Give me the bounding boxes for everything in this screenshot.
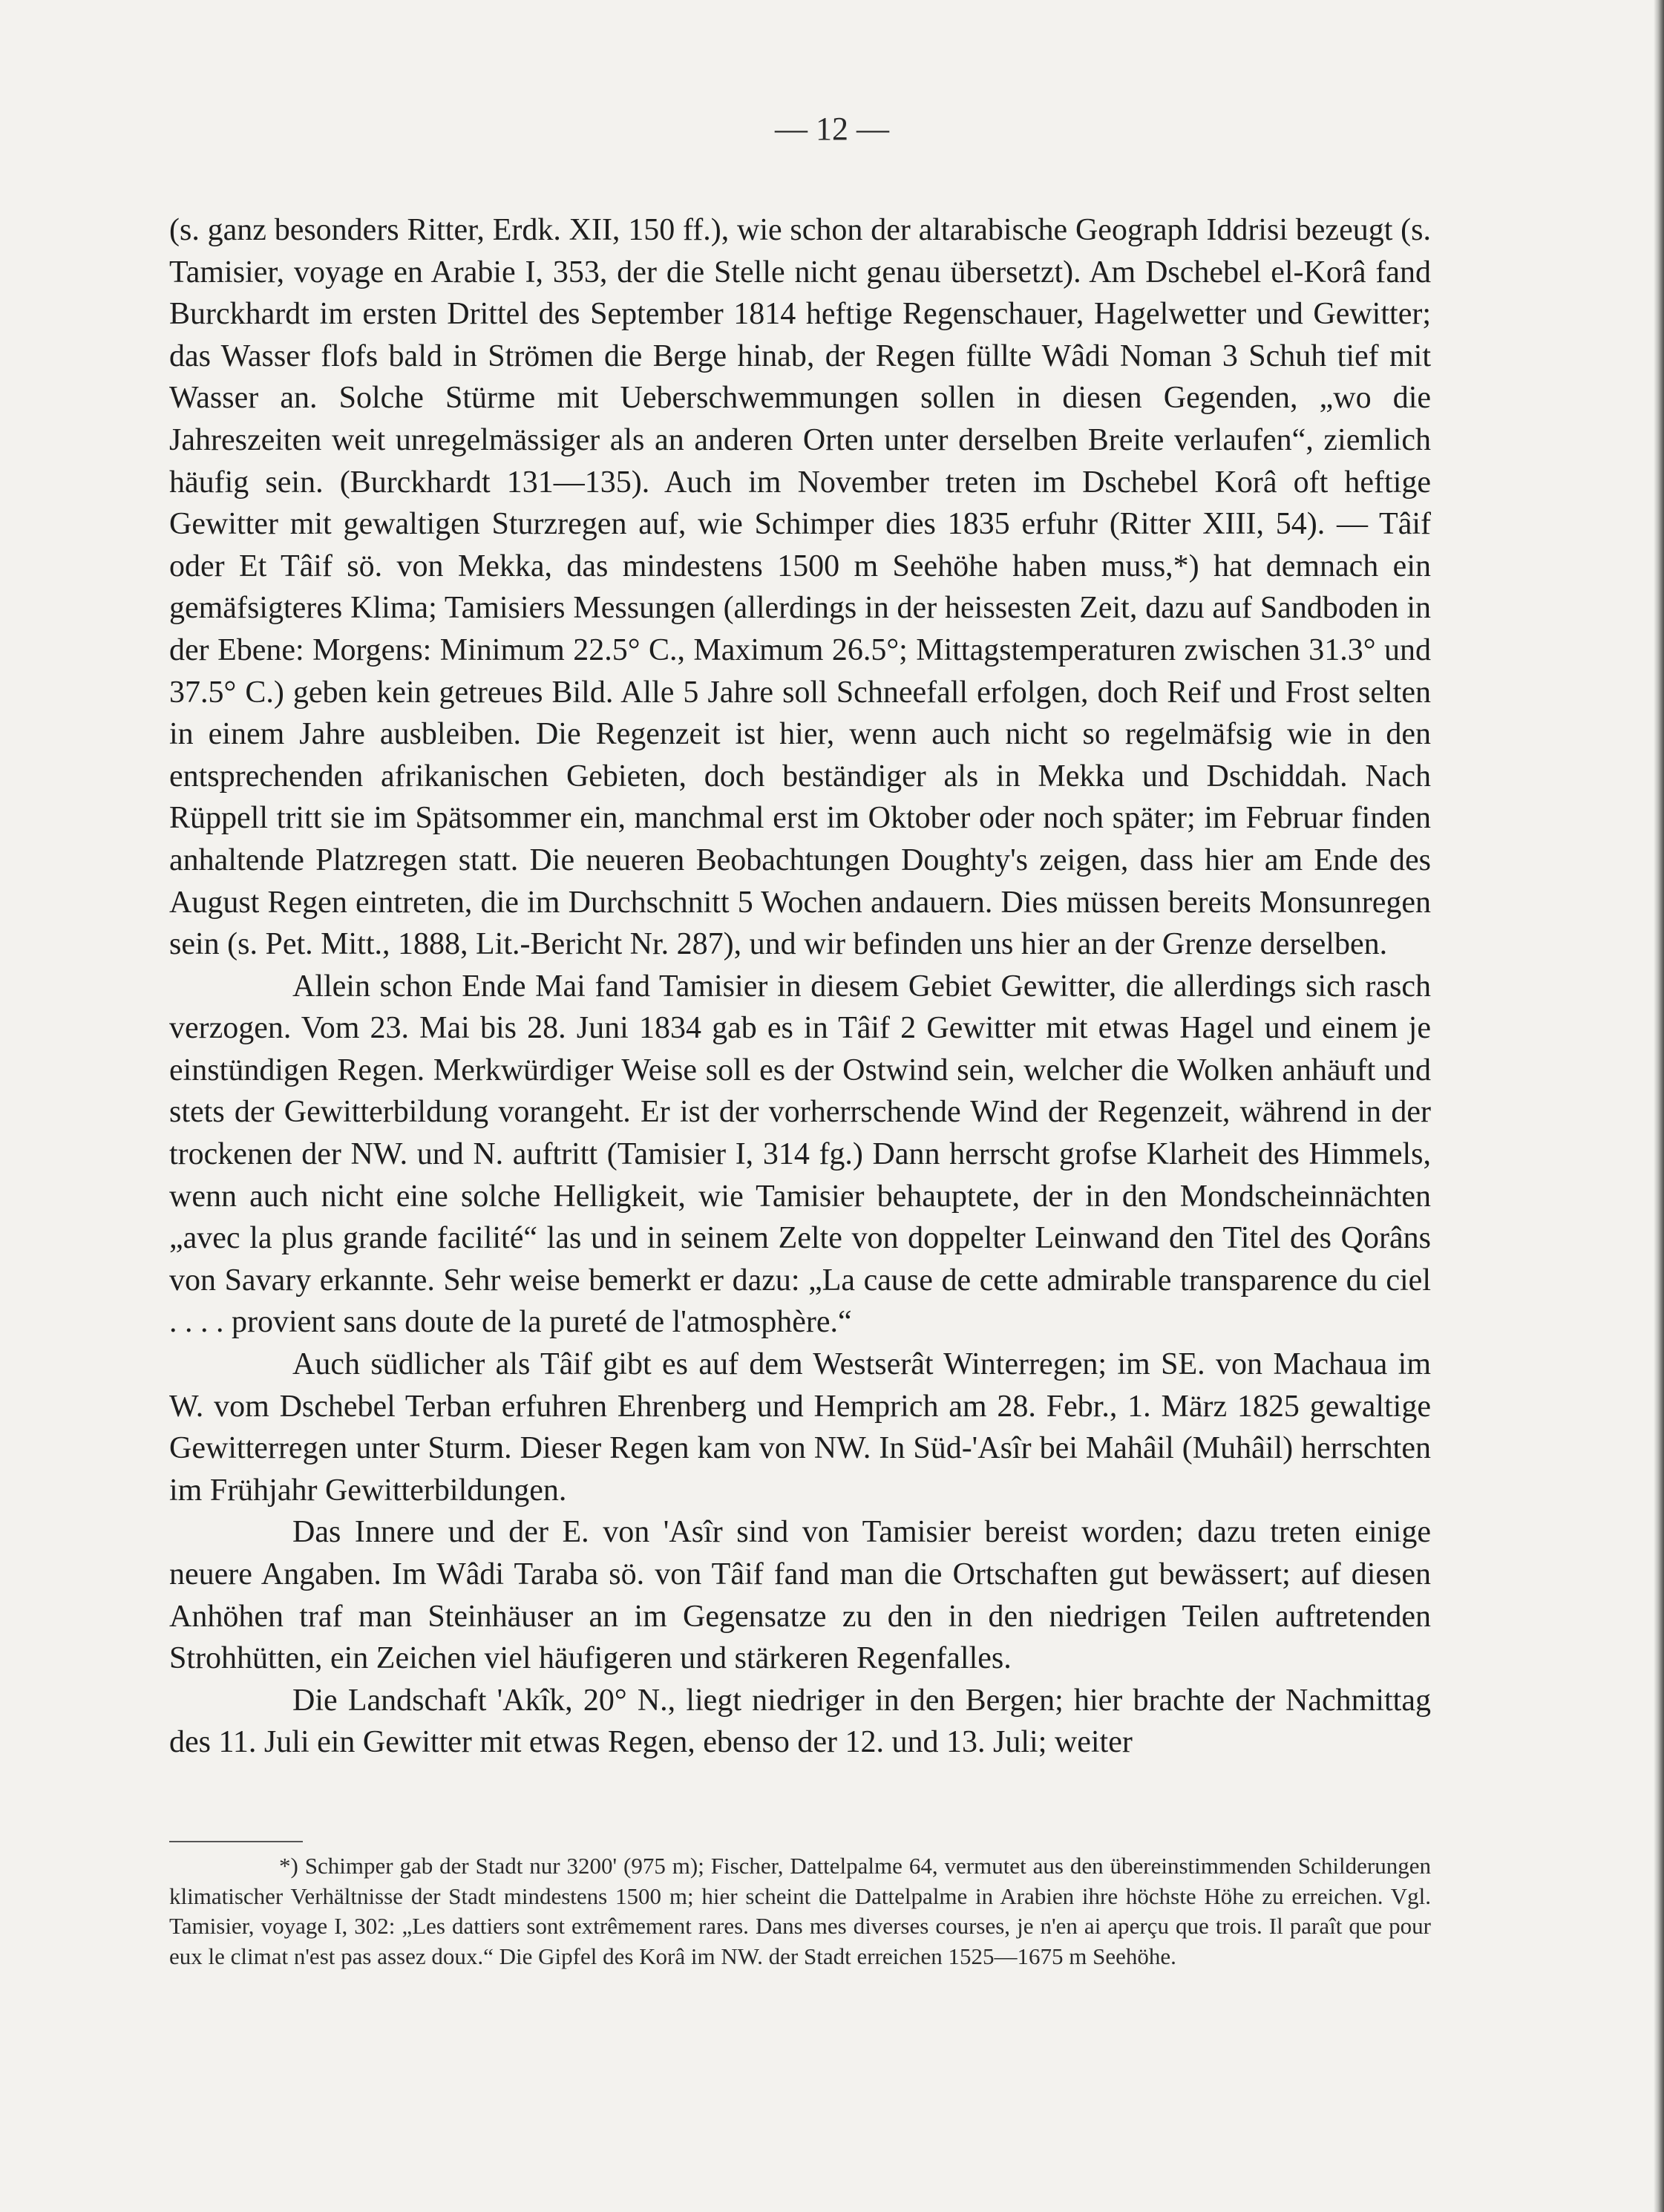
paragraph-3: Auch südlicher als Tâif gibt es auf dem Westserât Winterregen; im SE. von Machaua im W. vom Dschebel Terban erfuhren Ehrenberg und Hemprich am 28. Febr., 1. März 1825 gewaltige Gewitterregen unter Sturm. Dieser Regen kam von NW. In Süd-'Asîr bei Mahâil (Muhâil) herrschten im Frühjahr Gewitterbildungen. [169,1347,1431,1508]
page-edge-shadow [1654,0,1664,2212]
paragraph-1: (s. ganz besonders Ritter, Erdk. XII, 150 ff.), wie schon der altarabische Geograph Iddrisi bezeugt (s. Tamisier, voyage en Arabie I, 353, der die Stelle nicht genau übersetzt). Am Dschebel el-Korâ fand Burckhardt im ersten Drittel des September 1814 heftige Regenschauer, Hagelwetter und Gewitter; das Wasser flofs bald in Strömen die Berge hinab, der Regen füllte Wâdi Noman 3 Schuh tief mit Wasser an. Solche Stürme mit Ueberschwemmungen sollen in diesen Gegenden, „wo die Jahreszeiten weit unregelmässiger als an anderen Orten unter derselben Breite verlaufen“, ziemlich häufig sein. (Burckhardt 131—135). Auch im November treten im Dschebel Korâ oft heftige Gewitter mit gewaltigen Sturzregen auf, wie Schimper dies 1835 erfuhr (Ritter XIII, 54). — Tâif oder Et Tâif sö. von Mekka, das mindestens 1500 m Seehöhe haben muss,*) hat demnach ein gemäfsigteres Klima; Tamisiers Messungen (allerdings in der heissesten Zeit, dazu auf Sandboden in der Ebene: Morgens: Minimum 22.5° C., Maximum 26.5°; Mittagstemperaturen zwischen 31.3° und 37.5° C.) geben kein getreues Bild. Alle 5 Jahre soll Schneefall erfolgen, doch Reif und Frost selten in einem Jahre ausbleiben. Die Regenzeit ist hier, wenn auch nicht so regelmäfsig wie in den entsprechenden afrikanischen Gebieten, doch beständiger als in Mekka und Dschiddah. Nach Rüppell tritt sie im Spätsommer ein, manchmal erst im Oktober oder noch später; im Februar finden anhaltende Platzregen statt. Die neueren Beobachtungen Doughty's zeigen, dass hier am Ende des August Regen eintreten, die im Durchschnitt 5 Wochen andauern. Dies müssen bereits Monsunregen sein (s. Pet. Mitt., 1888, Lit.-Bericht Nr. 287), und wir befinden uns hier an der Grenze derselben. [169,213,1431,962]
paragraph-4: Das Innere und der E. von 'Asîr sind von Tamisier bereist worden; dazu treten einige neuere Angaben. Im Wâdi Taraba sö. von Tâif fand man die Ortschaften gut bewässert; auf diesen Anhöhen traf man Steinhäuser an im Gegensatze zu den in den niedrigen Teilen auftretenden Strohhütten, ein Zeichen viel häufigeren und stärkeren Regenfalles. [169,1515,1431,1676]
footnote: *) Schimper gab der Stadt nur 3200' (975 m); Fischer, Dattelpalme 64, vermutet aus den übereinstimmenden Schilderungen klimatischer Verhältnisse der Stadt mindestens 1500 m; hier scheint die Dattelpalme in Arabien ihre höchste Höhe zu erreichen. Vgl. Tamisier, voyage I, 302: „Les dattiers sont extrêmement rares. Dans mes diverses courses, je n'en ai aperçu que trois. Il paraît que pour eux le climat n'est pas assez doux.“ Die Gipfel des Korâ im NW. der Stadt erreichen 1525—1675 m Seehöhe. [169,1853,1431,1969]
footnote-divider [169,1841,303,1842]
paragraph-2: Allein schon Ende Mai fand Tamisier in diesem Gebiet Gewitter, die allerdings sich rasch verzogen. Vom 23. Mai bis 28. Juni 1834 gab es in Tâif 2 Gewitter mit etwas Hagel und einem je einstündigen Regen. Merkwürdiger Weise soll es der Ostwind sein, welcher die Wolken anhäuft und stets der Gewitterbildung vorangeht. Er ist der vorherrschende Wind der Regenzeit, während in der trockenen der NW. und N. auftritt (Tamisier I, 314 fg.) Dann herrscht grofse Klarheit des Himmels, wenn auch nicht eine solche Helligkeit, wie Tamisier behauptete, der in den Mondscheinnächten „avec la plus grande facilité“ las und in seinem Zelte von doppelter Leinwand den Titel des Qorâns von Savary erkannte. Sehr weise bemerkt er dazu: „La cause de cette admirable transparence du ciel . . . . provient sans doute de la pureté de l'atmosphère.“ [169,969,1431,1340]
main-text [169,209,1431,1764]
paragraph-5: Die Landschaft 'Akîk, 20° N., liegt niedriger in den Bergen; hier brachte der Nachmittag des 11. Juli ein Gewitter mit etwas Regen, ebenso der 12. und 13. Juli; weiter [169,1683,1431,1760]
page-number: — 12 — [775,111,889,147]
